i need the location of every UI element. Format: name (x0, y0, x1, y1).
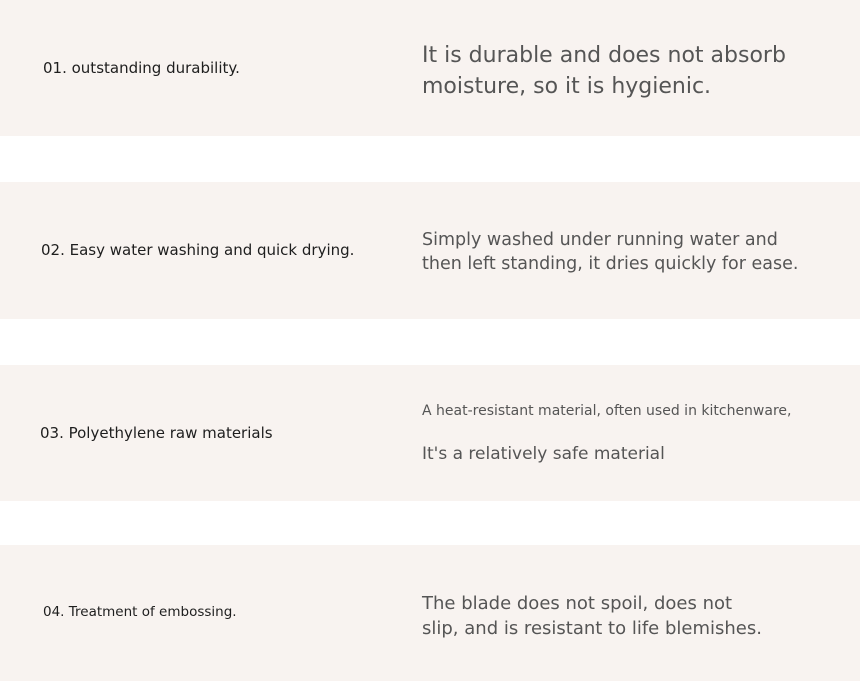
feature-row-material (0, 365, 860, 501)
feature-title: 02. Easy water washing and quick drying. (41, 241, 355, 259)
feature-description-line: The blade does not spoil, does not (422, 593, 733, 614)
feature-description-line: Simply washed under running water and (422, 230, 778, 250)
feature-description-line: A heat-resistant material, often used in kitchenware, (422, 403, 792, 419)
feature-row-durability (0, 0, 860, 136)
feature-row-washing (0, 182, 860, 319)
feature-description-line: slip, and is resistant to life blemishes. (422, 618, 762, 639)
feature-title: 01. outstanding durability. (43, 59, 240, 77)
feature-title: 03. Polyethylene raw materials (40, 424, 273, 442)
feature-title: 04. Treatment of embossing. (43, 604, 237, 620)
feature-description (422, 228, 798, 276)
feature-description (422, 40, 786, 102)
feature-description-line: then left standing, it dries quickly for ease. (422, 254, 799, 274)
feature-description-line: moisture, so it is hygienic. (422, 74, 712, 99)
feature-description-line: It is durable and does not absorb (422, 43, 786, 68)
feature-description (422, 591, 762, 641)
feature-description-line: It's a relatively safe material (422, 444, 665, 464)
feature-row-embossing (0, 545, 860, 681)
